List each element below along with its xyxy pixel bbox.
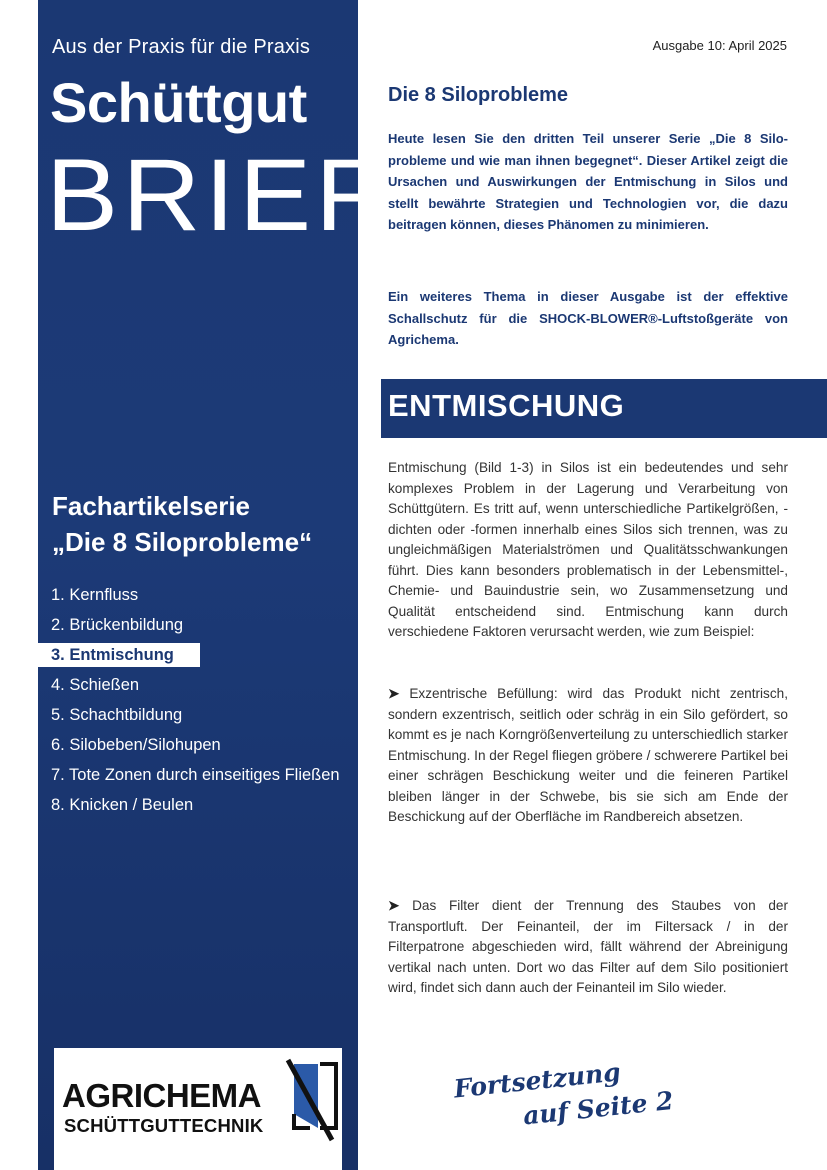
bullet-text-1: Exzentrische Befüllung: wird das Produkt nicht zentrisch, sondern exzentrisch, seitlich oder schräg in ein Silo gefördert, so kommt es je nach Korngrößenverteilung zu unterschiedlich starker Entmischung. In der Regel fliegen gröbere / schwerere Partikel bei einer schrägen Beschickung weiter und die feineren Partikel bleiben länger in der Schwebe, bis sie sich am Ende der Beschickung auf der Oberfläche im Randbereich absetzen. [388, 686, 788, 824]
series-item-schiessen: 4. Schießen [51, 676, 140, 694]
arrow-bullet-icon: ➤ [388, 686, 400, 701]
section-header [381, 379, 827, 438]
company-logo [54, 1048, 342, 1170]
series-item-tote-zonen: 7. Tote Zonen durch einseitiges Fließen [51, 766, 340, 784]
bullet-text-2: Das Filter dient der Trennung des Staubes von der Transportluft. Der Feinanteil, der im Filtersack / in der Filterpatrone abgeschieden wird, fällt während der Abreinigung vertikal nach unten. Dort wo das Filter auf dem Silo positioniert wird, findet sich dann auch der Feinanteil im Silo wieder. [388, 898, 788, 995]
lead-paragraph-2: Ein weiteres Thema in dieser Ausgabe ist der effektive Schallschutz für die SHOCK-BLOWER®-Luftstoßgeräte von Agrichema. [388, 289, 788, 347]
issue-label: Ausgabe 10: April 2025 [652, 38, 787, 53]
body-paragraph-1: Entmischung (Bild 1-3) in Silos ist ein bedeutendes und sehr komplexes Problem in der Lagerung und Verarbeitung von Schüttgütern. Es tritt auf, wenn unterschiedliche Partikelgrößen, -dichten oder -formen innerhalb eines Silos sich trennen, was zu ungleichmäßigen Materialströmen und Qualitätsschwankungen führt. Dies kann besonders problematisch in der Lebensmittel-, Chemie- und Bauindustrie sein, wo Zusammensetzung und Qualität entscheidend sind. Entmischung kann durch verschiedene Faktoren verursacht werden, wie zum Beispiel: [388, 460, 788, 639]
sidebar [38, 0, 386, 1170]
article-title: Die 8 Siloprobleme [388, 84, 569, 106]
series-item-schachtbildung: 5. Schachtbildung [51, 706, 183, 724]
continuation-line1: Fortsetzung [452, 1057, 622, 1104]
series-title-line1: Fachartikelserie [52, 491, 251, 521]
series-list [38, 580, 358, 820]
continuation-note [452, 1050, 699, 1155]
series-item-brueckenbildung: 2. Brückenbildung [51, 616, 184, 634]
bullet-paragraph-1 [388, 684, 788, 828]
continuation-line2: auf Seite 2 [521, 1085, 675, 1131]
lead-paragraph-1: Heute lesen Sie den dritten Teil unserer Serie „Die 8 Siloprobleme und wie man ihnen begegnet“. Dieser Artikel zeigt die Ursachen und Auswirkungen der Entmischung in Silos und stellt bewährte Strategien und Technologien vor, die dazu beitragen können, dieses Phänomen zu minimieren. [388, 131, 788, 232]
arrow-bullet-icon: ➤ [388, 898, 400, 913]
brand-title-top: Schüttgut [50, 71, 307, 134]
series-title [52, 488, 312, 560]
series-item-entmischung-active: 3. Entmischung [38, 643, 200, 667]
logo-name: AGRICHEMA [62, 1077, 261, 1114]
series-item-silobeben: 6. Silobeben/Silohupen [51, 736, 221, 754]
series-item-knicken-beulen: 8. Knicken / Beulen [51, 796, 194, 814]
section-title: ENTMISCHUNG [388, 388, 625, 423]
logo-subtitle: SCHÜTTGUTTECHNIK [64, 1115, 264, 1136]
series-item-kernfluss: 1. Kernfluss [51, 586, 139, 604]
agrichema-logo-mark-icon [280, 1058, 340, 1142]
tagline: Aus der Praxis für die Praxis [52, 36, 311, 58]
series-title-line2: „Die 8 Siloprobleme“ [52, 527, 313, 557]
bullet-paragraph-2 [388, 896, 788, 999]
brand-title-bottom: BRIEF [46, 138, 386, 252]
